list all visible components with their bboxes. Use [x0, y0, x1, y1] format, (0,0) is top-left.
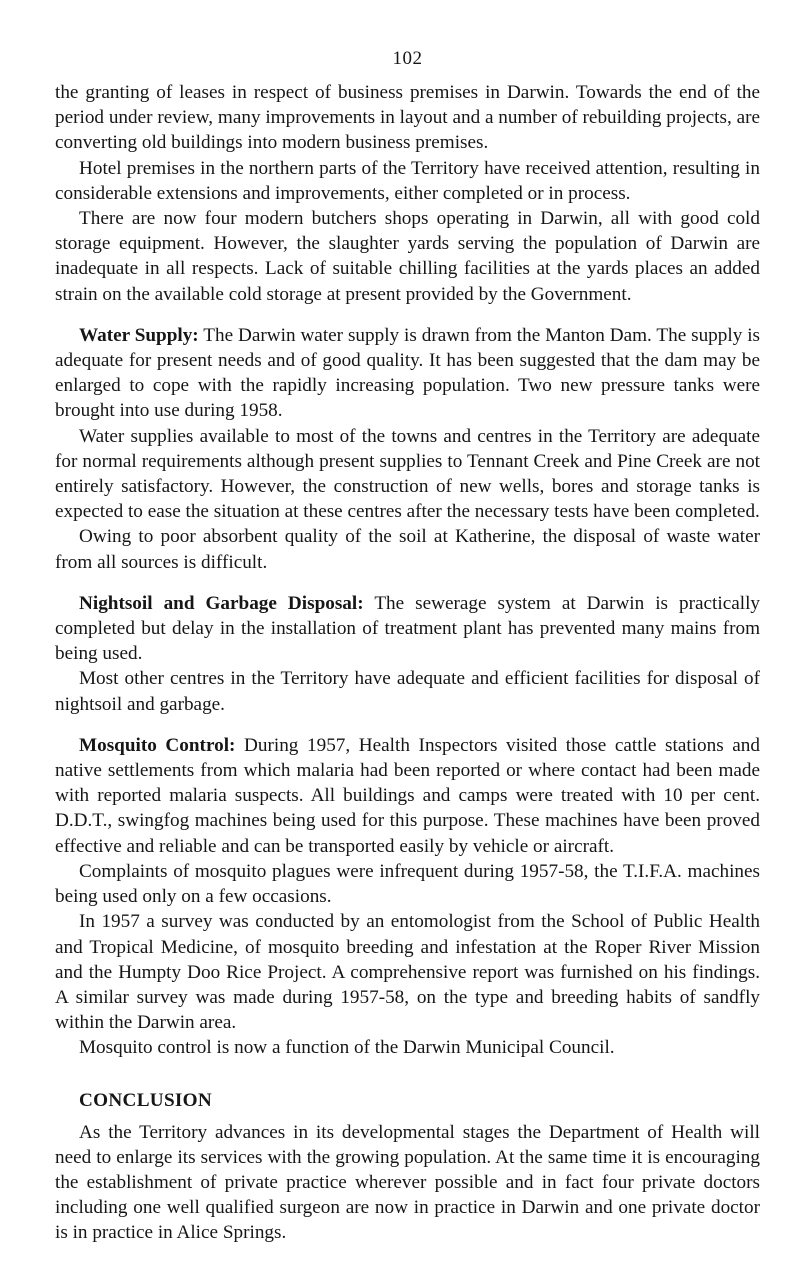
paragraph-mosquito-complaints: Complaints of mosquito plagues were infrequent during 1957-58, the T.I.F.A. machines being used only on a few occasions. — [55, 860, 760, 908]
paragraph-water-territory: Water supplies available to most of the towns and centres in the Territory are adequate for normal requirements although present supplies to Tennant Creek and Pine Creek are not entirely satisfactory. However, the construction of new wells, bores and storage tanks is expected to ease the situation at these centres after the necessary tests have been completed. — [55, 425, 760, 523]
paragraph-nightsoil — [55, 591, 760, 667]
paragraph-mosquito-council: Mosquito control is now a function of the Darwin Municipal Council. — [79, 1037, 615, 1059]
mosquito-control-heading: Mosquito Control: — [79, 734, 236, 756]
nightsoil-heading: Nightsoil and Garbage Disposal: — [79, 592, 364, 614]
mosquito-control-text: During 1957, Health Inspectors visited those cattle stations and native settlements from which malaria had been reported or where contact had been made with reported malaria suspects. All buildings and camps were treated with 10 per cent. D.D.T., swingfog machines being used for this purpose. These machines have been proved effective and reliable and can be transported easily by vehicle or aircraft. — [55, 734, 760, 857]
water-supply-text: The Darwin water supply is drawn from the Manton Dam. The supply is adequate for present needs and of good quality. It has been suggested that the dam may be enlarged to cope with the rapidly increasing population. Two new pressure tanks were brought into use during 1958. — [55, 324, 760, 422]
paragraph-mosquito-control — [55, 733, 760, 859]
paragraph-leases: the granting of leases in respect of business premises in Darwin. Towards the end of the period under review, many improvements in layout and a number of rebuilding projects, are converting old buildings into modern business premises. — [55, 82, 760, 154]
paragraph-water-supply — [55, 323, 760, 424]
water-supply-heading: Water Supply: — [79, 324, 199, 346]
page-number: 102 — [392, 48, 423, 69]
conclusion-heading: CONCLUSION — [79, 1089, 213, 1111]
paragraph-mosquito-survey: In 1957 a survey was conducted by an entomologist from the School of Public Health and Tropical Medicine, of mosquito breeding and infestation at the Roper River Mission and the Humpty Doo Rice Project. A comprehensive report was furnished on his findings. A similar survey was made during 1957-58, on the type and breeding habits of sandfly within the Darwin area. — [55, 911, 760, 1034]
paragraph-water-katherine: Owing to poor absorbent quality of the soil at Katherine, the disposal of waste water from all sources is difficult. — [55, 526, 760, 573]
nightsoil-text: The sewerage system at Darwin is practically completed but delay in the installation of treatment plant has prevented many mains from being used. — [55, 592, 760, 665]
paragraph-conclusion: As the Territory advances in its developmental stages the Department of Health will need to enlarge its services with the growing population. At the same time it is encouraging the establishment of private practice wherever possible and in fact four private doctors including one well qualified surgeon are now in practice in Darwin and one private doctor is in practice in Alice Springs. — [55, 1121, 760, 1244]
paragraph-hotel-premises: Hotel premises in the northern parts of the Territory have received attention, resulting in considerable extensions and improvements, either completed or in process. — [55, 157, 760, 204]
paragraph-butchers-shops: There are now four modern butchers shops operating in Darwin, all with good cold storage equipment. However, the slaughter yards serving the population of Darwin are inadequate in all respects. Lack of suitable chilling facilities at the yards places an added strain on the available cold storage at present provided by the Government. — [55, 208, 760, 305]
paragraph-nightsoil-centres: Most other centres in the Territory have adequate and efficient facilities for disposal of nightsoil and garbage. — [55, 668, 760, 715]
